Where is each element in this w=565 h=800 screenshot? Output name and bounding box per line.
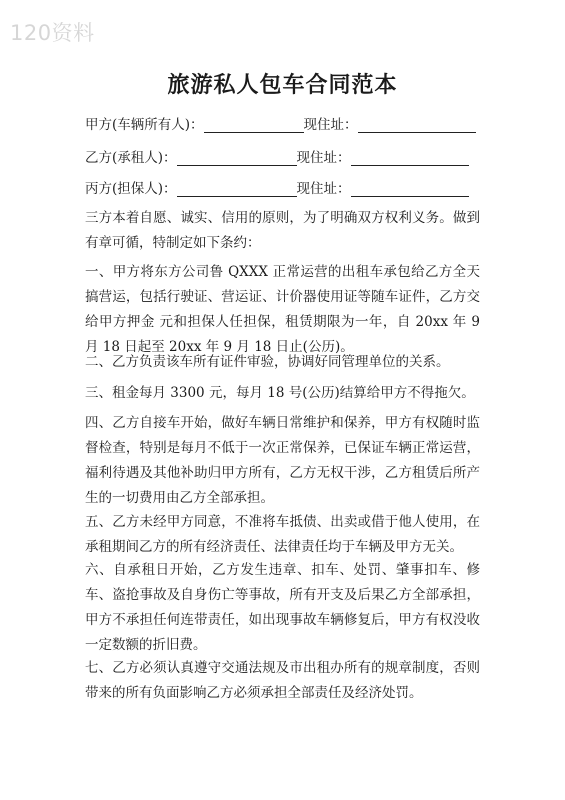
party-b-name-blank[interactable] xyxy=(177,151,297,166)
party-b-label: 乙方(承租人)： xyxy=(85,150,177,166)
party-b-address-label: 现住址： xyxy=(296,150,351,166)
clause-5: 五、乙方未经甲方同意，不准将车抵债、出卖或借于他人使用，在承租期间乙方的所有经济责任、法律责任均于车辆及甲方无关。 xyxy=(85,514,480,555)
clause-3: 三、租金每月 3300 元，每月 18 号(公历)结算给甲方不得拖欠。 xyxy=(85,385,475,401)
clause-6: 六、自承租日开始，乙方发生违章、扣车、处罚、肇事扣车、修车、盗抢事故及自身伤亡等事故，所有开支及后果乙方全部承担，甲方不承担任何连带责任，如出现事故车辆修复后，甲方有权没收一定数额的折旧费。 xyxy=(85,562,480,653)
clause-2: 二、乙方负责该车所有证件审验，协调好同管理单位的关系。 xyxy=(85,354,450,370)
party-a-address-label: 现住址： xyxy=(303,117,358,133)
party-c-address-blank[interactable] xyxy=(351,182,469,197)
clause-7: 七、乙方必须认真遵守交通法规及市出租办所有的规章制度，否则带来的所有负面影响乙方必须承担全部责任及经济处罚。 xyxy=(85,660,480,701)
party-a-label: 甲方(车辆所有人)： xyxy=(85,117,204,133)
clause-1: 一、甲方将东方公司鲁 QXXX 正常运营的出租车承包给乙方全天搞营运，包括行驶证、营运证、计价器使用证等随车证件，乙方交给甲方押金 元和担保人任担保，租赁期限为一年，自 20xx 年 9 月 18 日起至 20xx 年 9 月 18 日止(公历)。 xyxy=(85,264,480,355)
party-c-address-label: 现住址： xyxy=(296,181,351,197)
party-c-label: 丙方(担保人)： xyxy=(85,181,177,197)
party-a-address-blank[interactable] xyxy=(358,118,476,133)
watermark: 120资料 xyxy=(10,21,95,45)
party-b-address-blank[interactable] xyxy=(351,151,469,166)
party-c-name-blank[interactable] xyxy=(177,182,297,197)
document-title: 旅游私人包车合同范本 xyxy=(167,73,398,98)
paragraph-intro: 三方本着自愿、诚实、信用的原则，为了明确双方权利义务。做到有章可循，特制定如下条约： xyxy=(85,210,480,251)
party-line-b xyxy=(85,146,469,166)
party-line-c xyxy=(85,177,469,197)
clause-4: 四、乙方自接车开始，做好车辆日常维护和保养，甲方有权随时监督检查，特别是每月不低于一次正常保养，已保证车辆正常运营，福利待遇及其他补助归甲方所有，乙方无权干涉，乙方租赁后所产生的一切费用由乙方全部承担。 xyxy=(85,415,480,506)
party-a-name-blank[interactable] xyxy=(204,118,304,133)
party-line-a xyxy=(85,113,476,133)
